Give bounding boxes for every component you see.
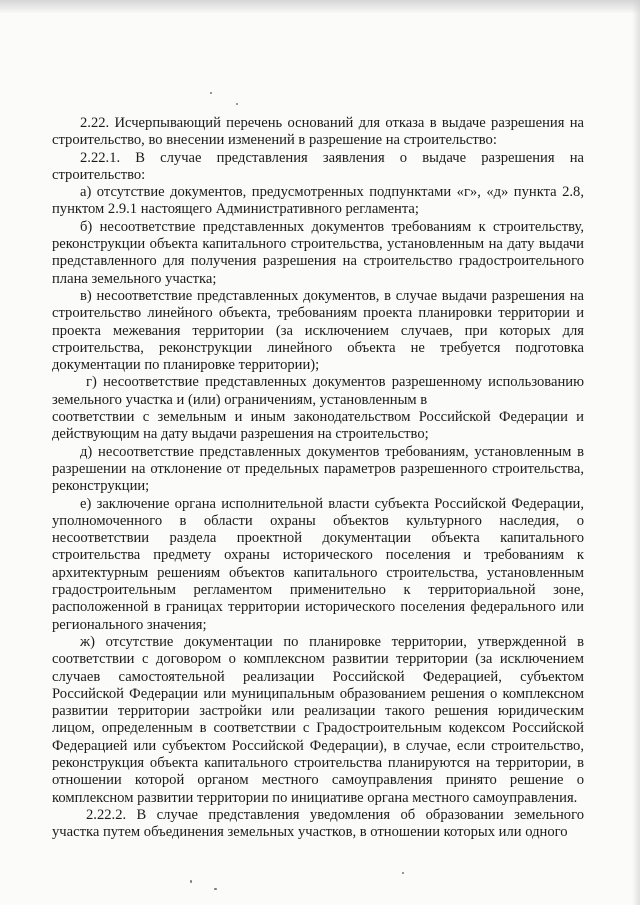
section-heading-2-22-1: 2.22.1. В случае представления заявления о выдаче разрешения на строительство: bbox=[52, 149, 584, 183]
list-item-e: е) заключение органа исполнительной власти субъекта Российской Федерации, уполномоченного в области охраны объектов культурного наследия, о несоответствии раздела проектной документации объекта капитального строительства предмету охраны исторического поселения и требованиям к архитектурным решениям объектов капитального строительства, установленным градостроительным регламентом применительно к территориальной зоне, расположенной в границах территории исторического поселения федерального или регионального значения; bbox=[52, 495, 584, 633]
list-item-v: в) несоответствие представленных документов, в случае выдачи разрешения на строительство линейного объекта, требованиям проекта планировки территории и проекта межевания территории (за исключением случаев, при которых для строительства, реконструкции линейного объекта не требуется подготовка документации по планировке территории); bbox=[52, 287, 584, 374]
list-item-zh: ж) отсутствие документации по планировке территории, утвержденной в соответствии с договором о комплексном развитии территории (за исключением случаев самостоятельной реализации Российской Федерацией, субъектом Российской Федерации или муниципальным образованием решения о комплексном развитии территории застройки или реализации такого решения юридическим лицом, определенным в соответствии с Градостроительным кодексом Российской Федерацией или субъектом Российской Федерации), в случае, если строительство, реконструкция объекта капитального строительства планируются на территории, в отношении которой органом местного самоуправления принято решение о комплексном развитии территории по инициативе органа местного самоуправления. bbox=[52, 633, 584, 806]
list-item-d: д) несоответствие представленных документов требованиям, установленным в разрешении на отклонение от предельных параметров разрешенного строительства, реконструкции; bbox=[52, 443, 584, 495]
scan-top-edge bbox=[0, 0, 640, 14]
list-item-g: г) несоответствие представленных документов разрешенному использованию земельного участка и (или) ограничениям, установленным в bbox=[52, 374, 584, 408]
section-heading-2-22-2: 2.22.2. В случае представления уведомления об образовании земельного участка путем объединения земельных участков, в отношении которых или одного bbox=[52, 806, 584, 841]
scan-speck bbox=[214, 888, 217, 890]
scan-speck bbox=[190, 880, 192, 883]
scan-speck bbox=[210, 92, 212, 94]
list-item-a: а) отсутствие документов, предусмотренных подпунктами «г», «д» пункта 2.8, пунктом 2.9.1 настоящего Административного регламента; bbox=[52, 184, 584, 218]
scan-speck bbox=[236, 103, 238, 105]
list-item-b: б) несоответствие представленных документов требованиям к строительству, реконструкции объекта капитального строительства, установленным на дату выдачи представленного для получения разрешения на строительство градостроительного плана земельного участка; bbox=[52, 218, 584, 287]
list-item-g-continued: соответствии с земельным и иным законодательством Российской Федерации и действующим на дату выдачи разрешения на строительство; bbox=[52, 409, 584, 443]
scan-right-edge bbox=[632, 0, 640, 905]
scan-speck bbox=[402, 872, 404, 874]
section-heading-2-22: 2.22. Исчерпывающий перечень оснований для отказа в выдаче разрешения на строительство, во внесении изменений в разрешение на строительство: bbox=[52, 115, 584, 149]
document-body bbox=[52, 115, 584, 841]
